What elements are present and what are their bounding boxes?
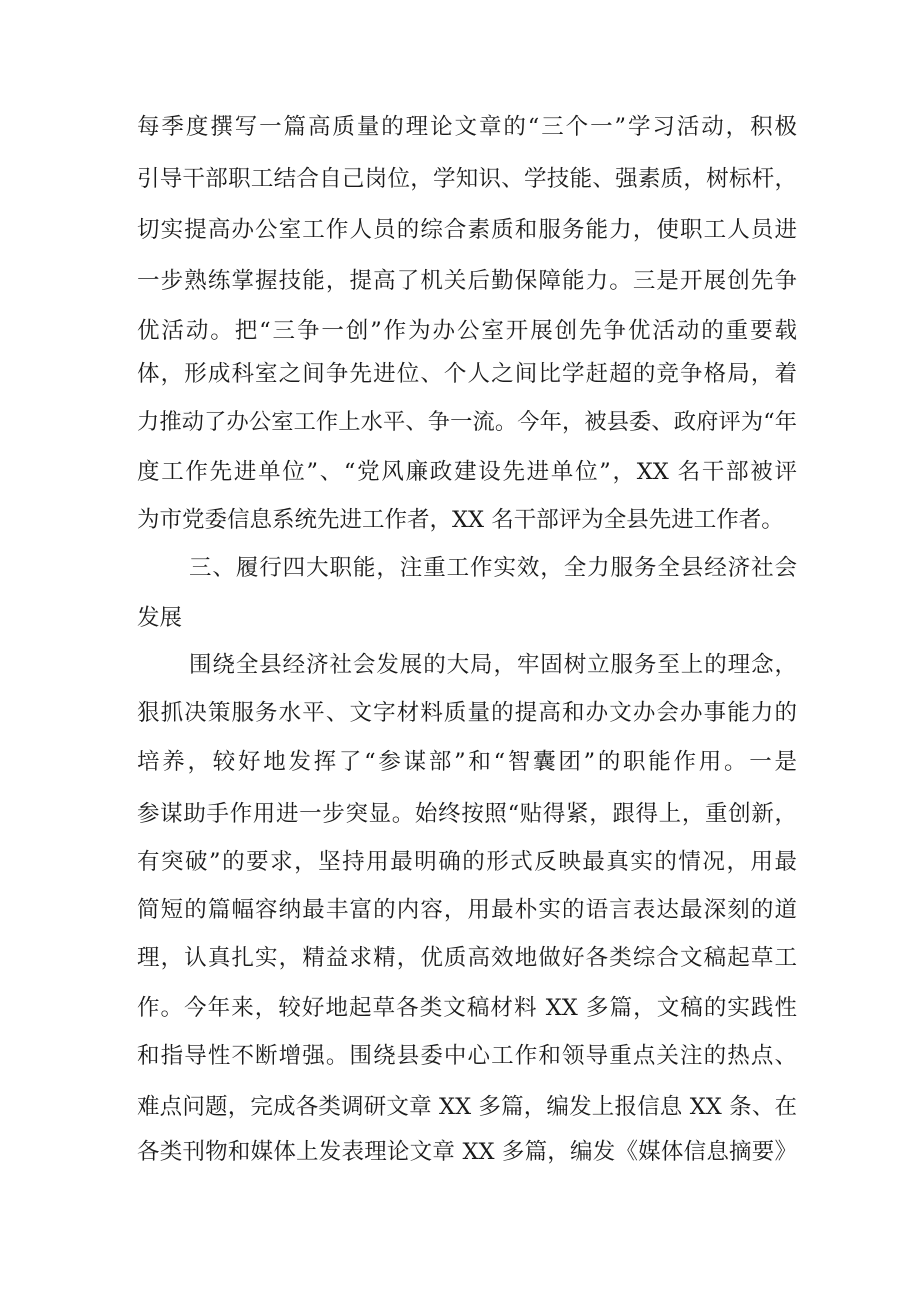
text-line: 培养，较好地发挥了“参谋部”和“智囊团”的职能作用。一是 [137,749,797,775]
text-line: 优活动。把“三争一创”作为办公室开展创先争优活动的重要载 [137,318,797,344]
text-line: 力推动了办公室工作上水平、争一流。今年，被县委、政府评为“年 [137,409,797,435]
text-line: 一步熟练掌握技能，提高了机关后勤保障能力。三是开展创先争 [137,268,797,294]
text-line: 简短的篇幅容纳最丰富的内容，用最朴实的语言表达最深刻的道 [137,897,797,923]
text-line: 为市党委信息系统先进工作者，XX 名干部评为全县先进工作者。 [137,507,784,533]
text-line: 引导干部职工结合自己岗位，学知识、学技能、强素质，树标杆， [137,166,797,192]
text-line: 切实提高办公室工作人员的综合素质和服务能力，使职工人员进 [137,217,797,243]
text-line: 度工作先进单位”、“党风廉政建设先进单位”，XX 名干部被评 [137,459,797,485]
text-line: 体，形成科室之间争先进位、个人之间比学赶超的竞争格局，着 [137,361,797,387]
text-line: 难点问题，完成各类调研文章 XX 多篇，编发上报信息 XX 条、在 [137,1094,797,1120]
text-line: 有突破”的要求，坚持用最明确的形式反映最真实的情况，用最 [137,849,797,875]
text-line: 理，认真扎实，精益求精，优质高效地做好各类综合文稿起草工 [137,945,797,971]
text-line: 各类刊物和媒体上发表理论文章 XX 多篇，编发《媒体信息摘要》 [137,1139,797,1165]
text-line: 参谋助手作用进一步突显。始终按照“贴得紧，跟得上，重创新， [137,801,797,827]
text-line: 每季度撰写一篇高质量的理论文章的“三个一”学习活动，积极 [137,114,797,140]
text-line: 狠抓决策服务水平、文字材料质量的提高和办文办会办事能力的 [137,700,797,726]
text-line: 和指导性不断增强。围绕县委中心工作和领导重点关注的热点、 [137,1043,797,1069]
section-heading-line: 发展 [137,605,183,631]
section-heading-line: 三、履行四大职能，注重工作实效，全力服务全县经济社会 [189,555,797,581]
text-line: 作。今年来，较好地起草各类文稿材料 XX 多篇，文稿的实践性 [137,995,797,1021]
text-line: 围绕全县经济社会发展的大局，牢固树立服务至上的理念， [189,652,797,678]
